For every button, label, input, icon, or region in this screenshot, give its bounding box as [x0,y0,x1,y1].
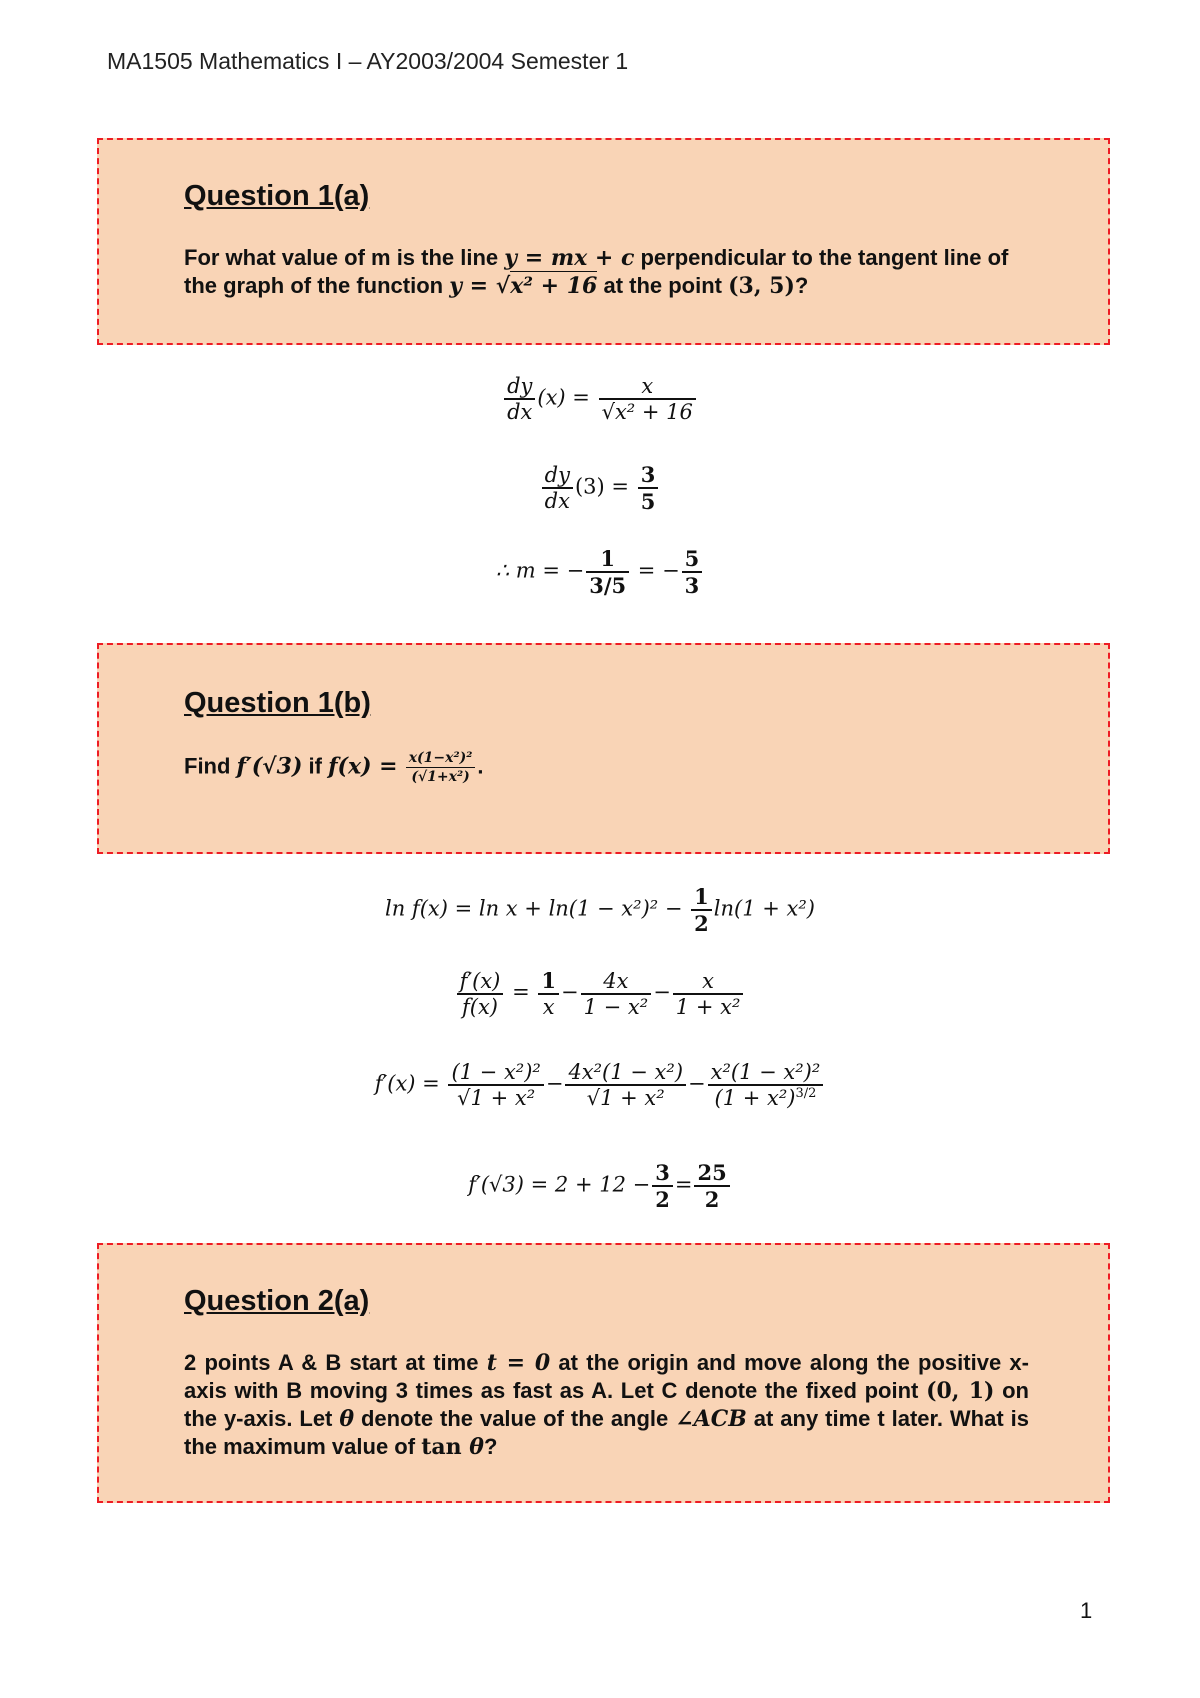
q1a-math-radicand: x² + 16 [510,273,598,299]
q2a-text-part: 2 points A & B start at time [184,1350,487,1375]
expression: ∴ m = − [495,558,585,583]
question-1b-text [184,749,1029,786]
fraction [652,1160,673,1212]
fraction [406,749,476,786]
fraction-numerator: dy [507,374,533,398]
q1b-text-part: Find [184,753,237,779]
question-2a-text [184,1349,1029,1461]
fraction-numerator: 1 [541,968,556,993]
expression: (3) = [574,474,630,499]
sol1b-line2 [0,968,1200,1019]
q2a-math-angle: ∠ACB [675,1406,747,1432]
fraction-denominator: dx [542,487,573,513]
sol1a-line1 [0,374,1200,424]
q1a-text-part: ? [794,273,809,298]
fraction-numerator: x²(1 − x²)² [710,1060,821,1084]
page-header: MA1505 Mathematics I – AY2003/2004 Semester 1 [107,48,629,74]
q2a-math-theta: θ [461,1434,484,1460]
q1b-math-fx: f(x) = [328,753,398,780]
fraction-denominator: √1 + x² [565,1084,686,1110]
fraction-numerator: x(1−x²)² [408,750,473,766]
sqrt-symbol: √ [495,273,511,299]
fraction-numerator: x [641,374,654,398]
expression: − [688,1071,706,1096]
q2a-text-part: ? [483,1434,498,1459]
fraction [691,884,712,936]
fraction [638,462,659,514]
expression: − [545,1071,564,1096]
question-1a-title: Question 1(a) [184,180,370,212]
sol1b-line4 [0,1160,1200,1212]
fraction-numerator: 4x [603,968,629,993]
sol1b-line1 [0,884,1200,936]
fraction [682,546,703,598]
fraction-denominator: 5 [638,487,659,514]
fraction [565,1060,686,1110]
q2a-text-part: on the y-axis. Let [184,1378,1029,1431]
fraction [457,969,504,1019]
question-2a-box [97,1243,1110,1503]
question-2a-title: Question 2(a) [184,1285,370,1317]
sol1a-line2 [0,462,1200,514]
q2a-text-part: denote the value of the angle [354,1406,676,1431]
fraction-denominator: x [538,993,559,1019]
fraction-denominator: (√1+x²) [406,767,476,786]
fraction [448,1060,543,1110]
question-1a-text [184,244,1029,300]
q2a-text-part: at any time t later. What is the maximum value of [184,1406,1029,1459]
fraction-numerator: x [702,968,714,993]
fraction-numerator: (1 − x²)² [451,1060,541,1084]
fraction-numerator: 3 [640,462,656,487]
fraction-numerator: 4x²(1 − x²) [568,1060,684,1084]
q1a-math-point: (3, 5) [728,273,795,299]
radicand: 1 + x² [470,1086,536,1110]
fraction [694,1160,729,1212]
expression: ln(1 + x²) [713,896,815,921]
fraction-denominator [708,1084,824,1110]
q1b-text-part: if [302,753,329,779]
expression: (x) = [537,385,590,410]
question-1b-title: Question 1(b) [184,687,371,719]
fraction-denominator: 1 + x² [673,993,744,1019]
expression: f′(x) = [374,1071,440,1096]
q1a-text-part: perpendicular to the tangent line of the graph of the function [184,245,1009,298]
sol1a-line3 [0,546,1200,598]
sol1b-line3 [0,1060,1200,1110]
expression: − [653,980,671,1004]
radicand: 1 + x² [600,1086,665,1110]
fraction-denominator: 2 [691,909,712,936]
expression: ln f(x) = ln x + ln(1 − x²)² − [385,896,683,921]
radicand: x² + 16 [614,400,693,424]
fraction-denominator: dx [504,398,535,424]
q2a-math-point: (0, 1) [926,1378,995,1404]
fraction [586,546,629,598]
denominator-base: (1 + x²) [714,1086,796,1110]
q1a-text-part: at the point [597,273,729,298]
exponent: 3/2 [795,1086,817,1101]
q2a-math-tan: tan [421,1434,462,1460]
q1a-text-part: For what value of m is the line [184,245,505,270]
fraction-numerator: 25 [697,1160,727,1185]
fraction-denominator: 2 [694,1185,729,1212]
fraction [538,968,559,1019]
fraction-numerator: dy [544,463,570,487]
fraction-denominator: √x² + 16 [599,398,696,424]
fraction-numerator: f′(x) [459,968,501,993]
fraction [708,1060,824,1110]
q1b-math-fprime: f′(√3) [236,753,303,780]
q2a-math-t0: t = 0 [486,1350,551,1376]
expression: − [561,980,579,1004]
page-number: 1 [1080,1598,1093,1623]
expression: = − [637,558,680,583]
expression: = [512,980,530,1004]
fraction [599,374,696,424]
fraction-denominator: 3 [682,571,703,598]
fraction [504,374,535,424]
fraction-numerator: 1 [600,546,615,571]
fraction-numerator: 3 [655,1160,670,1185]
fraction-denominator: f(x) [457,993,504,1019]
question-1b-box [97,643,1110,854]
fraction-denominator: 1 − x² [581,993,652,1019]
fraction [581,969,652,1019]
expression: = [674,1172,693,1197]
expression: f′(√3) = 2 + 12 − [468,1172,651,1197]
fraction-denominator: 3/5 [586,571,629,598]
q1a-math-line: y = mx + c [504,245,635,271]
q1b-text-part: . [477,753,484,779]
fraction-denominator: √1 + x² [448,1084,543,1110]
fraction [673,969,744,1019]
question-1a-box [97,138,1110,345]
q2a-math-theta: θ [339,1406,355,1432]
fraction-numerator: 5 [684,546,700,571]
q1a-math-y: y = [449,273,496,299]
fraction [542,463,573,513]
fraction-denominator: 2 [652,1185,673,1212]
fraction-numerator: 1 [694,884,709,909]
q2a-text-part: at the origin and move along the positive x-axis with B moving 3 times as fast as A. Let C denote the fixed point [184,1350,1029,1403]
